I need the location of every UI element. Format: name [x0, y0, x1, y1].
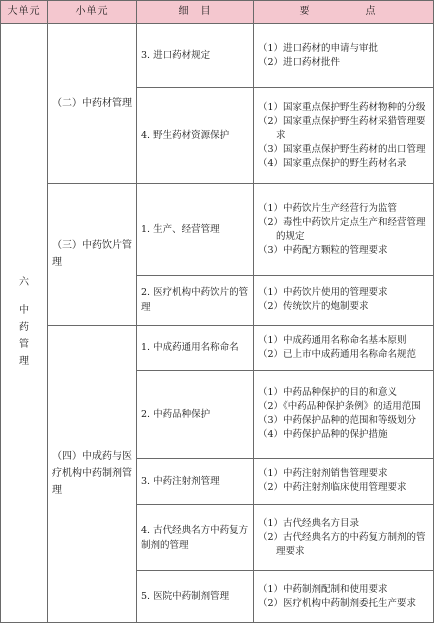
detail-cell: 5. 医院中药制剂管理 — [137, 571, 254, 623]
unit-name: 中 药 管 理 — [19, 305, 29, 367]
subunit-cell: （三）中药饮片管理 — [48, 184, 137, 325]
points-cell: （1）古代经典名方目录 （2）古代经典名方的中药复方制剂的管理要求 — [254, 505, 434, 571]
subunit-cell: （四）中成药与医疗机构中药制剂管理 — [48, 325, 137, 622]
detail-cell: 2. 医疗机构中药饮片的管理 — [137, 275, 254, 325]
header-detail: 细 目 — [137, 1, 254, 24]
points-cell: （1）中药饮片生产经营行为监管 （2）毒性中药饮片定点生产和经营管理的规定 （3）中药配方颗粒的管理要求 — [254, 184, 434, 276]
detail-cell: 4. 野生药材资源保护 — [137, 88, 254, 184]
subunit-cell: （二）中药材管理 — [48, 24, 137, 184]
detail-cell: 4. 古代经典名方中药复方制剂的管理 — [137, 505, 254, 571]
header-row — [1, 1, 434, 24]
detail-cell: 3. 进口药材规定 — [137, 24, 254, 88]
points-cell: （1）国家重点保护野生药材物种的分级 （2）国家重点保护野生药材采猎管理要求 （3）国家重点保护野生药材的出口管理 （4）国家重点保护的野生药材名录 — [254, 88, 434, 184]
detail-cell: 1. 生产、经营管理 — [137, 184, 254, 276]
points-cell: （1）中药饮片使用的管理要求 （2）传统饮片的炮制要求 — [254, 275, 434, 325]
detail-cell: 3. 中药注射剂管理 — [137, 458, 254, 504]
header-unit: 大单元 — [1, 1, 48, 24]
detail-cell: 1. 中成药通用名称命名 — [137, 325, 254, 370]
table-row — [1, 24, 434, 88]
header-subunit: 小单元 — [48, 1, 137, 24]
detail-cell: 2. 中药品种保护 — [137, 370, 254, 458]
points-cell: （1）中药制剂配制和使用要求 （2）医疗机构中药制剂委托生产要求 — [254, 571, 434, 623]
points-cell: （1）进口药材的申请与审批 （2）进口药材批件 — [254, 24, 434, 88]
points-cell: （1）中成药通用名称命名基本原则 （2）已上市中成药通用名称命名规范 — [254, 325, 434, 370]
table-row — [1, 325, 434, 370]
unit-cell — [1, 24, 48, 623]
table-row — [1, 184, 434, 276]
points-cell: （1）中药品种保护的目的和意义 （2）《中药品种保护条例》的适用范围 （3）中药保护品种的范围和等级划分 （4）中药保护品种的保护措施 — [254, 370, 434, 458]
header-points: 要 点 — [254, 1, 434, 24]
points-cell: （1）中药注射剂销售管理要求 （2）中药注射剂临床使用管理要求 — [254, 458, 434, 504]
unit-number: 六 — [19, 277, 29, 288]
